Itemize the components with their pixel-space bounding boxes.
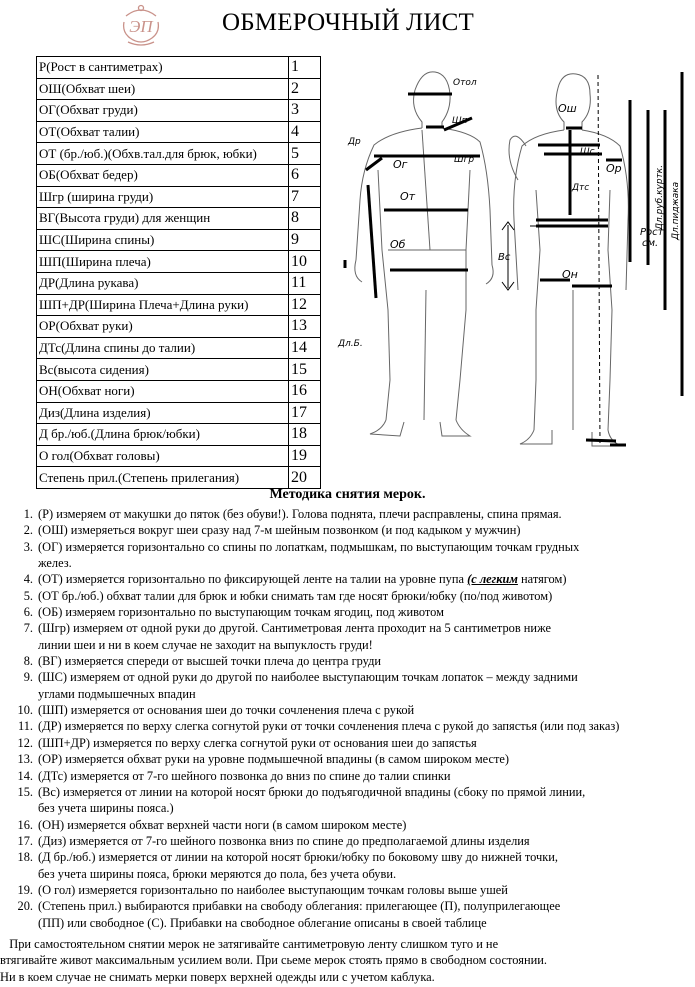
measurement-row — [37, 380, 321, 402]
method-step — [0, 849, 680, 882]
measurement-number: 2 — [289, 78, 321, 100]
measurement-number: 6 — [289, 164, 321, 186]
measurement-row — [37, 100, 321, 122]
measurement-number: 3 — [289, 100, 321, 122]
measurement-label: Диз(Длина изделия) — [37, 402, 289, 424]
measurement-label: ДТс(Длина спины до талии) — [37, 337, 289, 359]
method-step — [0, 768, 680, 784]
label-og: Ог — [393, 158, 408, 171]
step-number: 7. — [23, 621, 33, 636]
measurement-number: 16 — [289, 380, 321, 402]
step-text-line: (ОГ) измеряется горизонтально со спины по лопаткам, подмышкам, по выступающим точкам грудных — [38, 539, 580, 554]
label-shs: Шс — [580, 147, 595, 157]
step-number: 1. — [23, 507, 33, 521]
label-ot: От — [400, 190, 416, 203]
measurement-row — [37, 445, 321, 467]
measurement-number: 1 — [289, 57, 321, 79]
method-step — [0, 898, 680, 931]
figure-measurement-diagram — [330, 50, 695, 490]
step-text-line: (ОШ) измеряеться вокруг шеи сразу над 7-м шейным позвонком (и под кадыком у мужчин) — [38, 523, 521, 538]
method-step — [0, 620, 680, 653]
label-dlb: Дл.Б. — [338, 339, 363, 349]
step-text-line: (ОР) измеряется обхват руки на уровне подмышечной впадины (в самом широком месте) — [38, 752, 510, 767]
method-step — [0, 702, 680, 718]
label-shp-front: Шп — [452, 116, 468, 126]
measurement-row — [37, 337, 321, 359]
step-number: 14. — [17, 768, 33, 783]
step-text: натягом) — [517, 572, 567, 587]
step-number: 8. — [23, 654, 33, 669]
label-rost: Рост — [640, 227, 664, 238]
method-step — [0, 571, 680, 587]
method-steps-list — [0, 506, 680, 931]
step-text-line: (ШП+ДР) измеряется по верху слегка согнутой руки от основания шеи до запястья — [38, 735, 477, 750]
method-step — [0, 539, 680, 572]
step-text-line: желез. — [38, 556, 72, 571]
label-or: Ор — [606, 162, 622, 175]
measurement-number: 7 — [289, 186, 321, 208]
label-rub: Дл.руб.куртк. — [655, 164, 665, 230]
step-text-line: без учета ширины пояса.) — [38, 801, 174, 816]
measurement-label: Д бр./юб.(Длина брюк/юбки) — [37, 424, 289, 446]
step-text-line: (Диз) измеряется от 7-го шейного позвонка вниз по спине до предполагаемой длины изделия — [38, 833, 530, 848]
method-step — [0, 653, 680, 669]
measurement-number: 18 — [289, 424, 321, 446]
step-emphasis: (с легким — [467, 572, 518, 587]
method-step — [0, 604, 680, 620]
measurement-number: 20 — [289, 467, 321, 489]
step-text-line: (Р) измеряем от макушки до пяток (без обуви!). Голова поднята, плечи расправлены, спина прямая. — [38, 507, 562, 521]
back-figure-outline — [509, 74, 628, 446]
method-step — [0, 751, 680, 767]
step-number: 20. — [17, 899, 33, 914]
step-number: 11. — [17, 719, 33, 734]
step-text-line: (ДТс) измеряется от 7-го шейного позвонка до вниз по спине до талии спинки — [38, 768, 451, 783]
measurement-label: ШП(Ширина плеча) — [37, 251, 289, 273]
step-text-line: без учета ширины пояса, брюки меряются до пола, без учета обуви. — [38, 866, 397, 881]
measurement-label: Вс(высота сидения) — [37, 359, 289, 381]
measurement-label: ВГ(Высота груди) для женщин — [37, 208, 289, 230]
step-number: 2. — [23, 523, 33, 538]
measurement-label: ШП+ДР(Ширина Плеча+Длина руки) — [37, 294, 289, 316]
step-text-line: (Шгр) измеряем от одной руки до другой. Сантиметровая лента проходит на 5 сантиметров ниже — [38, 621, 551, 636]
step-text-line: (ОБ) измеряем горизонтально по выступающим точкам ягодиц, под животом — [38, 605, 444, 620]
step-number: 12. — [17, 735, 33, 750]
step-number: 18. — [17, 850, 33, 865]
measurement-label: Р(Рост в сантиметрах) — [37, 57, 289, 79]
label-dts: Дтс — [572, 183, 590, 193]
footer-notes — [0, 936, 690, 985]
method-step — [0, 817, 680, 833]
step-number: 19. — [17, 882, 33, 897]
measurement-lines — [345, 72, 682, 445]
step-text-line: (ОТ бр./юб.) обхват талии для брюк и юбки снимать там где носят брюки/юбку (по/под животом) — [38, 588, 553, 603]
step-number: 4. — [23, 572, 33, 587]
measurement-label: ОН(Обхват ноги) — [37, 380, 289, 402]
front-figure-outline — [355, 72, 493, 436]
measurement-row — [37, 251, 321, 273]
measurement-number: 11 — [289, 272, 321, 294]
measurement-row — [37, 359, 321, 381]
step-text-line: (Вс) измеряется от линии на которой носят брюки до подъягодичной впадины (сбоку по прямой линии, — [38, 784, 586, 799]
method-step — [0, 882, 680, 898]
step-text-line: (Степень прил.) выбираются прибавки на свободу облегания: прилегающее (П), полуприлегающее — [38, 899, 561, 914]
measurement-number: 5 — [289, 143, 321, 165]
step-number: 6. — [23, 605, 33, 620]
label-pidj: Дл.пиджака — [671, 181, 681, 240]
step-number: 13. — [17, 752, 33, 767]
label-on: Он — [562, 268, 578, 281]
method-step — [0, 833, 680, 849]
step-number: 15. — [17, 784, 33, 799]
step-text: (ОТ) измеряется горизонтально по фиксирующей ленте на талии на уровне пупа — [38, 572, 468, 587]
measurement-row — [37, 424, 321, 446]
measurement-number: 10 — [289, 251, 321, 273]
measurement-number: 14 — [289, 337, 321, 359]
label-vs: Вс — [498, 252, 511, 263]
measurement-row — [37, 121, 321, 143]
footer-line: Ни в коем случае не снимать мерки поверх верхней одежды или с учетом каблука. — [0, 969, 435, 984]
measurement-label: Степень прил.(Степень прилегания) — [37, 467, 289, 489]
measurement-row — [37, 143, 321, 165]
measurement-row — [37, 229, 321, 251]
method-step — [0, 669, 680, 702]
measurement-number: 12 — [289, 294, 321, 316]
measurement-label: ОБ(Обхват бедер) — [37, 164, 289, 186]
footer-line: При самостоятельном снятии мерок не затягивайте сантиметровую ленту слишком туго и не — [0, 937, 499, 951]
label-sm: см. — [642, 238, 659, 249]
step-number: 17. — [17, 833, 33, 848]
step-text-line: (ОН) измеряется обхват верхней части ноги (в самом широком месте) — [38, 817, 407, 832]
method-step — [0, 506, 680, 522]
step-text-line: (ДР) измеряется по верху слегка согнутой руки от точки сочленения плеча с рукой до запястья (или под заказ) — [38, 719, 620, 734]
step-text-line: (ШС) измеряем от одной руки до другой по наиболее выступающим точкам лопаток – между задними — [38, 670, 578, 685]
measurement-label: ОР(Обхват руки) — [37, 316, 289, 338]
measurement-label: ОШ(Обхват шеи) — [37, 78, 289, 100]
method-step — [0, 718, 680, 734]
step-text-line: (ВГ) измеряется спереди от высшей точки плеча до центра груди — [38, 654, 382, 669]
measurement-number: 17 — [289, 402, 321, 424]
measurement-number: 8 — [289, 208, 321, 230]
step-text-line: (О гол) измеряется горизонтально по наиболее выступающим точкам головы выше ушей — [38, 882, 508, 897]
measurement-label: ОТ (бр./юб.)(Обхв.тал.для брюк, юбки) — [37, 143, 289, 165]
method-step — [0, 522, 680, 538]
method-step — [0, 784, 680, 817]
label-shgr: Шгр — [454, 155, 475, 165]
label-osh: Ош — [558, 102, 577, 115]
step-text-line: (ШП) измеряется от основания шеи до точки сочленения плеча с рукой — [38, 703, 415, 718]
measurement-number: 9 — [289, 229, 321, 251]
measurement-row — [37, 208, 321, 230]
page-title: ОБМЕРОЧНЫЙ ЛИСТ — [222, 9, 474, 36]
step-number: 16. — [17, 817, 33, 832]
measurement-row — [37, 164, 321, 186]
method-title: Методика снятия мерок. — [269, 487, 426, 502]
measurement-label: ОГ(Обхват груди) — [37, 100, 289, 122]
logo-letters: ЭП — [129, 17, 153, 36]
step-number: 10. — [17, 703, 33, 718]
method-step — [0, 588, 680, 604]
measurement-row — [37, 272, 321, 294]
step-text-line: (ПП) или свободное (С). Прибавки на свободное облегание описаны в своей таблице — [38, 915, 487, 930]
measurement-row — [37, 294, 321, 316]
step-text-line: (Д бр./юб.) измеряется от линии на которой носят брюки/юбку по боковому шву до нижней точки, — [38, 850, 559, 865]
measurement-row — [37, 57, 321, 79]
measurement-number: 13 — [289, 316, 321, 338]
measurements-table — [36, 56, 321, 489]
measurement-row — [37, 78, 321, 100]
step-number: 3. — [23, 539, 33, 554]
method-step — [0, 735, 680, 751]
measurement-row — [37, 186, 321, 208]
label-otol: Отол — [453, 78, 477, 88]
measurement-row — [37, 467, 321, 489]
measurement-label: О гол(Обхват головы) — [37, 445, 289, 467]
footer-line: втягивайте живот максимальным усилием воли. При сьеме мерок стоять прямо в свободном состоянии. — [0, 953, 547, 968]
step-number: 5. — [23, 588, 33, 603]
measurement-label: ШС(Ширина спины) — [37, 229, 289, 251]
brand-monogram-logo — [118, 2, 164, 48]
measurement-label: Шгр (ширина груди) — [37, 186, 289, 208]
measurement-row — [37, 316, 321, 338]
measurement-label: ДР(Длина рукава) — [37, 272, 289, 294]
measurement-row — [37, 402, 321, 424]
measurement-number: 4 — [289, 121, 321, 143]
measurement-label: ОТ(Обхват талии) — [37, 121, 289, 143]
step-text-line: линии шеи и ни в коем случае не заходит на выпуклость груди! — [38, 637, 373, 652]
label-dr: Др — [348, 137, 361, 147]
label-ob: Об — [390, 238, 406, 251]
measurement-number: 19 — [289, 445, 321, 467]
measurement-number: 15 — [289, 359, 321, 381]
step-number: 9. — [23, 670, 33, 685]
step-text-line: углами подмышечных впадин — [38, 686, 196, 701]
